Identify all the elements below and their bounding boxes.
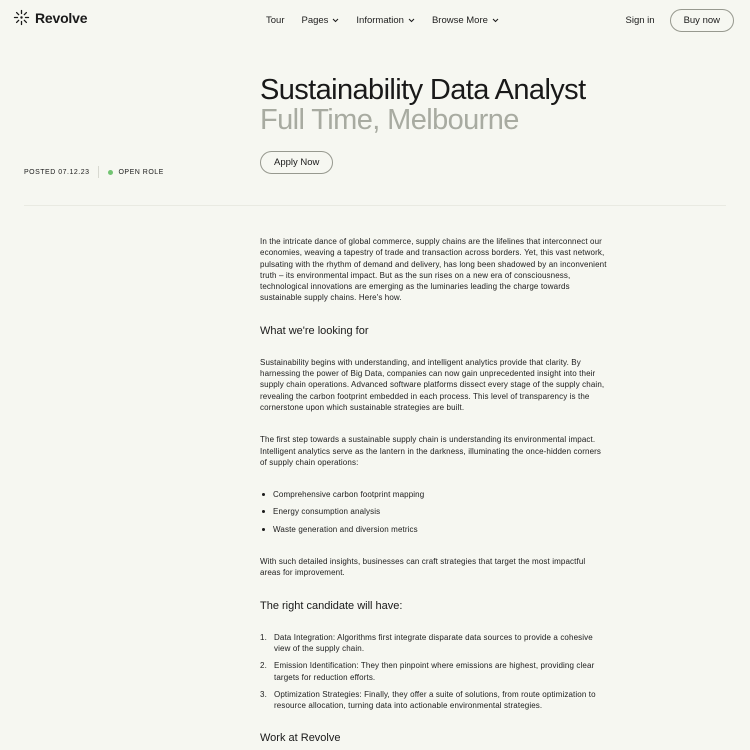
status-badge [108,169,163,176]
job-meta [24,166,164,178]
list-item [260,524,608,535]
brand-name: Revolve [35,9,88,26]
starburst-icon [13,9,30,26]
list-item [260,689,608,712]
brand-logo[interactable] [13,9,87,26]
heading-work-at-revolve: Work at Revolve [260,732,341,745]
list-number: 1. [260,632,267,642]
job-description [0,206,608,745]
chevron-down-icon [408,18,415,23]
paragraph: The first step towards a sustainable supply chain is understanding its environmental impact. Intelligent analytics serve as the lantern in the darkness, illuminating the once-hidden corners of supply chain operations: [260,435,602,467]
meta-divider [98,166,99,178]
status-label: OPEN ROLE [118,168,164,176]
list-number: 3. [260,689,267,699]
list-number: 2. [260,661,267,671]
job-subtitle: Full Time, Melbourne [260,104,519,136]
nav-item-browse-more[interactable] [432,15,499,26]
main-nav [266,0,499,40]
bullet-icon [262,528,265,531]
sign-in-link[interactable]: Sign in [625,14,655,26]
list-item-text: Optimization Strategies: Finally, they offer a suite of solutions, from route optimization to resource allocation, turning data into actionable environmental strategies. [274,689,596,711]
nav-label: Tour [266,14,285,26]
insights-bullet-list [260,489,608,535]
list-item [260,632,608,655]
chevron-down-icon [332,18,339,23]
bullet-icon [262,493,265,496]
buy-now-button[interactable]: Buy now [670,9,734,32]
list-item-text: Comprehensive carbon footprint mapping [273,490,425,500]
paragraph: With such detailed insights, businesses can craft strategies that target the most impactful areas for improvement. [260,557,586,578]
list-item-text: Emission Identification: They then pinpoint where emissions are highest, providing clear targets for reduction efforts. [274,661,595,682]
heading-what-were-looking-for: What we're looking for [260,324,369,337]
list-item [260,506,608,517]
nav-item-information[interactable] [356,15,415,26]
job-hero [0,40,750,174]
nav-label: Information [356,14,404,26]
nav-label: Pages [301,14,329,26]
list-item [260,489,608,500]
list-item-text: Waste generation and diversion metrics [273,524,418,534]
header-actions [626,0,735,40]
top-navigation-bar [0,0,750,40]
job-title: Sustainability Data Analyst [260,74,586,106]
apply-now-button[interactable]: Apply Now [260,151,333,174]
candidate-numbered-list [260,632,608,712]
nav-item-pages[interactable] [301,15,339,26]
heading-right-candidate: The right candidate will have: [260,599,403,612]
bullet-icon [262,510,265,513]
list-item-text: Data Integration: Algorithms first integrate disparate data sources to provide a cohesive view of the supply chain. [274,632,593,653]
nav-item-tour[interactable] [266,15,284,26]
list-item-text: Energy consumption analysis [273,507,381,517]
posted-date: POSTED 07.12.23 [24,168,90,176]
open-role-dot-icon [108,170,113,175]
list-item [260,660,608,683]
intro-paragraph: In the intricate dance of global commerce, supply chains are the lifelines that interconnect our economies, weaving a tapestry of trade and transaction across borders. Yet, this vast network, pulsating with the rhythm of demand and delivery, has long been shadowed by an inconvenient truth – its environmental impact. But as the sun rises on a new era of consciousness, technological innovations are emerging as the luminaries leading the charge towards sustainable supply chains. Here's how. [260,237,607,303]
paragraph: Sustainability begins with understanding, and intelligent analytics provide that clarity. By harnessing the power of Big Data, companies can now gain unprecedented insight into their supply chain operations. Advanced software platforms dissect every stage of the supply chain, revealing the carbon footprint embedded in each process. This level of transparency is the cornerstone upon which sustainable strategies are built. [260,357,605,412]
nav-label: Browse More [431,14,488,26]
chevron-down-icon [492,18,499,23]
